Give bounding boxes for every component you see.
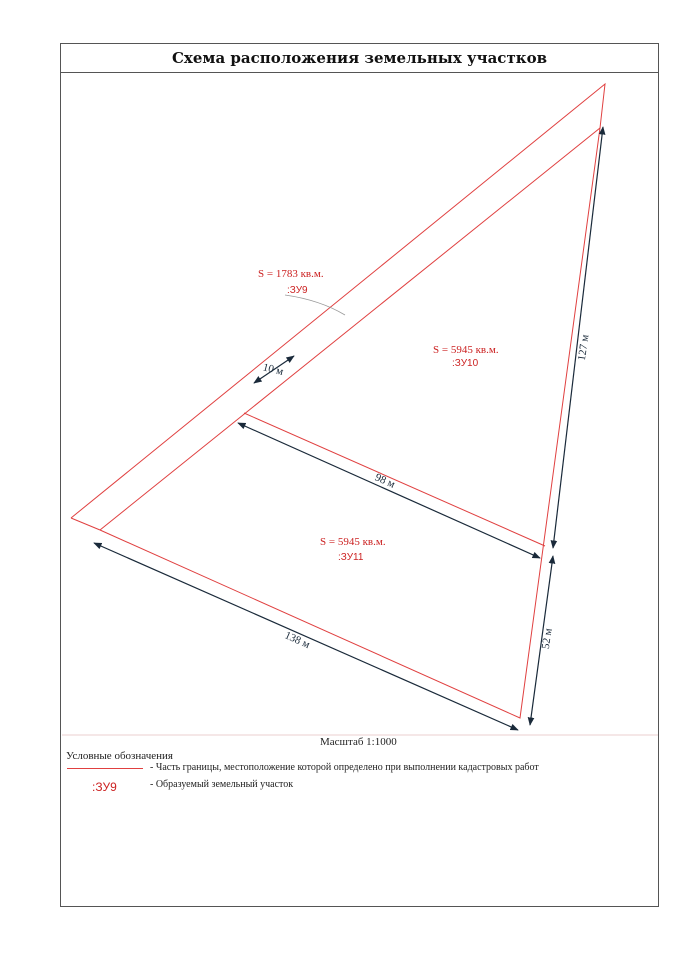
legend-title: Условные обозначения: [66, 750, 173, 762]
legend-parcel-code-sample: :ЗУ9: [92, 780, 117, 794]
dim-10m-label: 10 м: [261, 361, 285, 378]
parcel-zu9-left-edge: [71, 518, 100, 530]
parcel-zu9-area: S = 1783 кв.м.: [258, 268, 324, 280]
dim-138m-label: 138 м: [282, 629, 312, 652]
dim-98m-label: 98 м: [373, 471, 397, 491]
dim-98m-line: [238, 423, 540, 558]
legend-boundary-line-sample: [67, 768, 143, 769]
parcel-zu9-outer-boundary: [71, 84, 605, 518]
parcel-zu11-area: S = 5945 кв.м.: [320, 536, 386, 548]
parcel-zu9-code: :ЗУ9: [287, 285, 308, 296]
dim-52m-label: 52 м: [539, 627, 555, 650]
inner-triangle-boundary: [100, 128, 600, 718]
legend-boundary-text: - Часть границы, местоположение которой определено при выполнении кадастровых работ: [150, 762, 539, 773]
parcel-zu11-code: :ЗУ11: [338, 552, 364, 563]
dim-138m-line: [94, 543, 518, 730]
scale-label: Масштаб 1:1000: [320, 736, 397, 748]
parcel-zu10-code: :ЗУ10: [452, 358, 479, 369]
parcel-zu10-area: S = 5945 кв.м.: [433, 344, 499, 356]
parcel-zu9-leader: [285, 295, 345, 315]
dim-127m-label: 127 м: [575, 333, 592, 362]
legend-parcel-text: - Образуемый земельный участок: [150, 779, 294, 790]
page-title: Схема расположения земельных участков: [61, 44, 658, 73]
dim-127m-line: [553, 127, 603, 548]
